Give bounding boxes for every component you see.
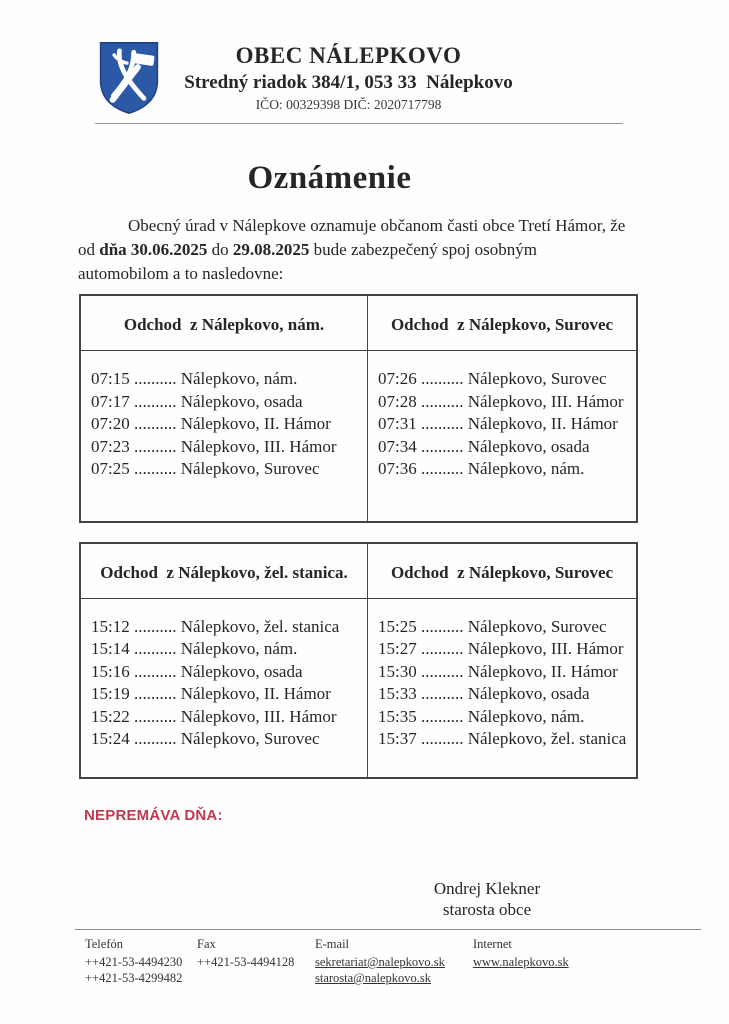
- date-to: 29.08.2025: [232, 240, 310, 259]
- date-from: dňa 30.06.2025: [99, 240, 208, 259]
- schedule-row: 15:22 .......... Nálepkovo, III. Hámor: [91, 706, 337, 726]
- phone-number: ++421-53-4494230: [85, 955, 183, 969]
- intro-paragraph: [78, 214, 659, 286]
- intro-line-3: automobilom a to nasledovne:: [78, 264, 284, 283]
- schedule-row: 15:14 .......... Nálepkovo, nám.: [91, 639, 298, 658]
- email-label: E-mail: [315, 937, 350, 951]
- schedule-row: 15:25 .......... Nálepkovo, Surovec: [378, 616, 607, 636]
- schedule-row: 15:37 .......... Nálepkovo, žel. stanica: [378, 729, 627, 748]
- column-header: Odchod z Nálepkovo, Surovec: [367, 544, 636, 599]
- intro-line-1: Obecný úrad v Nálepkove oznamuje občanom časti obce Tretí Hámor, že: [128, 216, 626, 235]
- schedule-row: 07:31 .......... Nálepkovo, II. Hámor: [378, 414, 618, 433]
- schedule-cell: [367, 351, 636, 521]
- column-header: Odchod z Nálepkovo, žel. stanica.: [81, 544, 367, 599]
- schedule-row: 15:27 .......... Nálepkovo, III. Hámor: [378, 639, 624, 658]
- schedule-row: 07:20 .......... Nálepkovo, II. Hámor: [91, 414, 331, 433]
- footer-fax-column: [197, 936, 315, 986]
- schedule-row: 07:28 .......... Nálepkovo, III. Hámor: [378, 391, 624, 411]
- schedule-cell: [81, 351, 367, 521]
- org-name: OBEC NÁLEPKOVO: [235, 43, 462, 68]
- letterhead: [95, 40, 634, 116]
- org-registration: IČO: 00329398 DIČ: 2020717798: [255, 97, 442, 112]
- schedule-row: 07:15 .......... Nálepkovo, nám.: [91, 369, 298, 388]
- coat-of-arms-icon: [95, 40, 163, 116]
- fax-label: Fax: [197, 937, 216, 951]
- header-divider: [95, 123, 623, 124]
- schedule-cell: [81, 599, 367, 777]
- letterhead-text: [163, 40, 634, 114]
- schedule-row: 07:26 .......... Nálepkovo, Surovec: [378, 369, 607, 388]
- schedule-row: 07:25 .......... Nálepkovo, Surovec: [91, 459, 320, 478]
- signature-block: [384, 878, 590, 920]
- schedule-cell: [367, 599, 636, 777]
- footer-phone-column: [85, 936, 197, 986]
- schedule-table-afternoon: [79, 542, 638, 779]
- no-service-notice: NEPREMÁVA DŇA:: [84, 806, 223, 824]
- schedule-row: 15:16 .......... Nálepkovo, osada: [91, 661, 303, 681]
- fax-number: ++421-53-4494128: [197, 955, 295, 969]
- schedule-row: 15:30 .......... Nálepkovo, II. Hámor: [378, 661, 618, 681]
- schedule-row: 07:17 .......... Nálepkovo, osada: [91, 391, 303, 411]
- schedule-table-morning: [79, 294, 638, 523]
- column-header: Odchod z Nálepkovo, nám.: [81, 296, 367, 351]
- phone-number: ++421-53-4299482: [85, 971, 183, 985]
- schedule-row: 15:19 .......... Nálepkovo, II. Hámor: [91, 684, 331, 703]
- schedule-row: 07:23 .......... Nálepkovo, III. Hámor: [91, 436, 337, 456]
- schedule-row: 15:12 .......... Nálepkovo, žel. stanica: [91, 616, 340, 636]
- signature-name: Ondrej Klekner: [433, 878, 541, 898]
- column-header: Odchod z Nálepkovo, Surovec: [367, 296, 636, 351]
- org-address: Stredný riadok 384/1, 053 33 Nálepkovo: [184, 72, 513, 93]
- footer-internet-column: [473, 936, 701, 986]
- schedule-row: 15:33 .......... Nálepkovo, osada: [378, 684, 590, 703]
- schedule-row: 07:34 .......... Nálepkovo, osada: [378, 436, 590, 456]
- signature-role: starosta obce: [442, 899, 532, 919]
- schedule-row: 15:35 .......... Nálepkovo, nám.: [378, 706, 585, 726]
- page-title: Oznámenie: [247, 160, 412, 196]
- email-link-starosta[interactable]: starosta@nalepkovo.sk: [315, 971, 432, 985]
- intro-line-2: od dňa 30.06.2025 do 29.08.2025 bude zabezpečený spoj osobným: [78, 240, 537, 259]
- phone-label: Telefón: [85, 937, 123, 951]
- schedule-row: 07:36 .......... Nálepkovo, nám.: [378, 459, 585, 478]
- email-link-sekretariat[interactable]: sekretariat@nalepkovo.sk: [315, 955, 445, 969]
- website-link[interactable]: www.nalepkovo.sk: [473, 955, 569, 969]
- footer-email-column: [315, 936, 473, 986]
- contact-footer: [75, 929, 701, 986]
- schedule-row: 15:24 .......... Nálepkovo, Surovec: [91, 729, 320, 748]
- internet-label: Internet: [473, 937, 512, 951]
